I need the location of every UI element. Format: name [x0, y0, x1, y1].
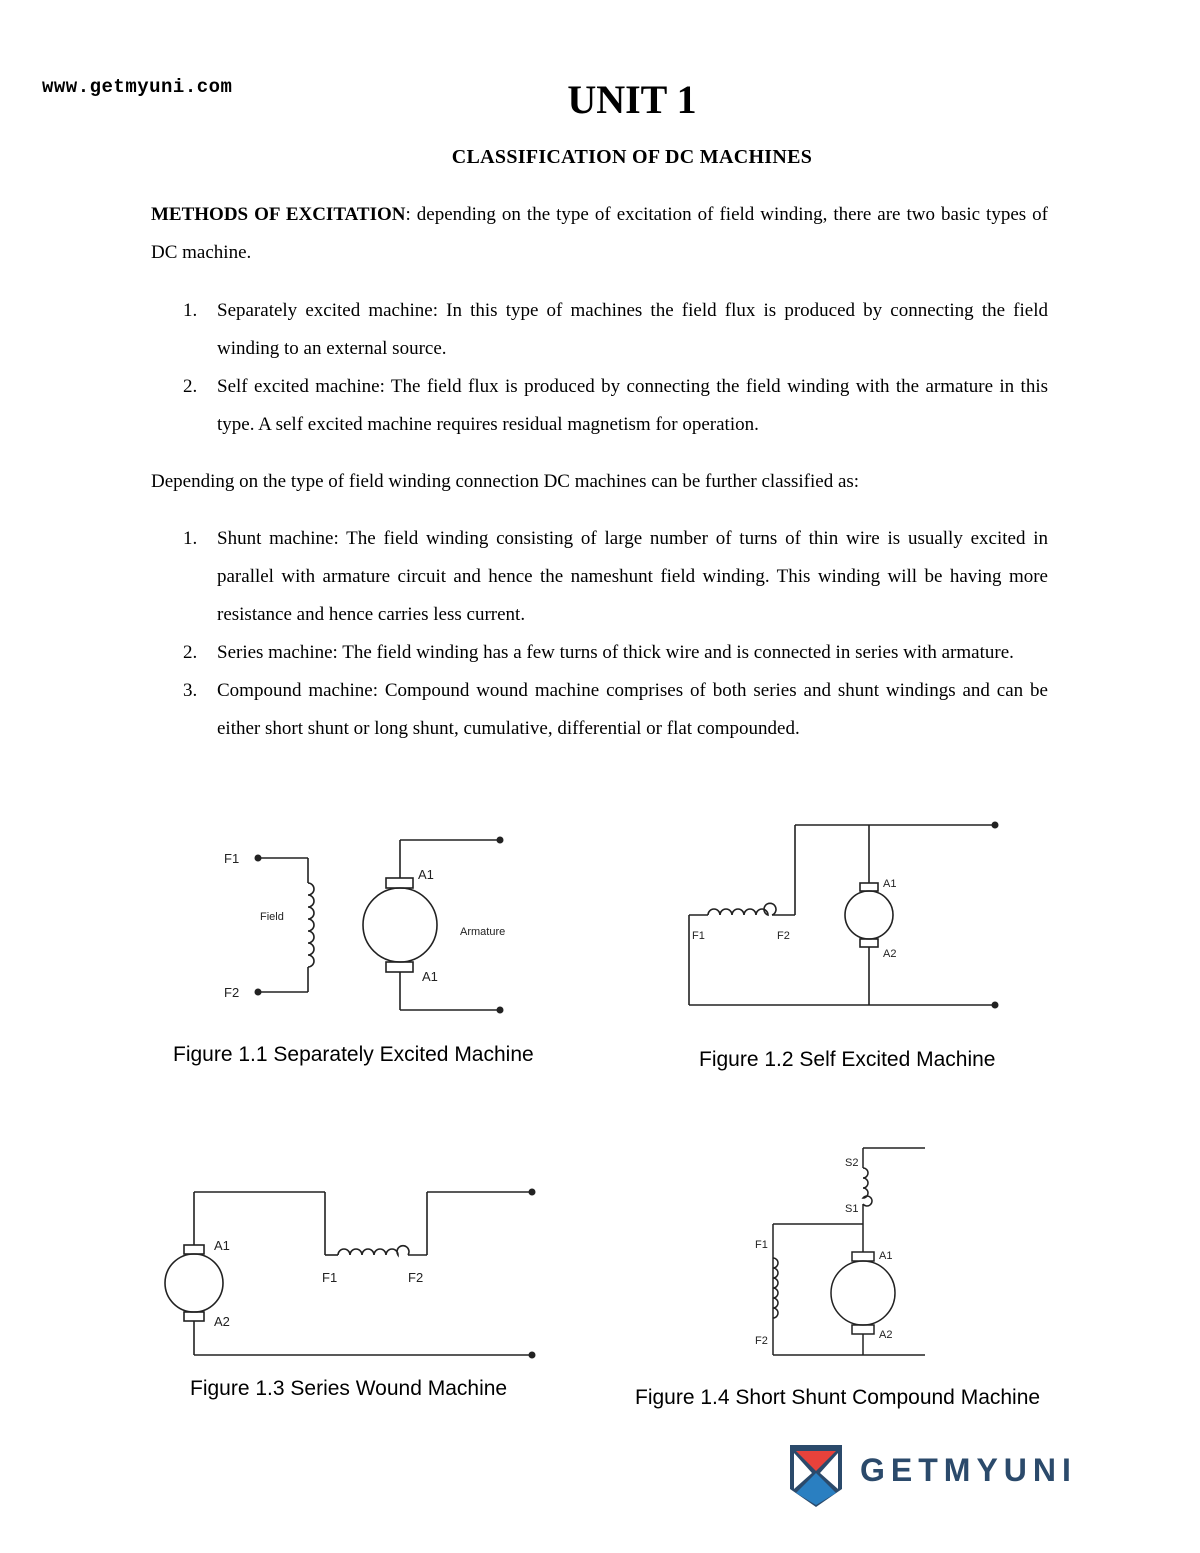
fig4-a2-label: A2 — [879, 1329, 893, 1341]
figure-1-1-caption: Figure 1.1 Separately Excited Machine — [173, 1043, 534, 1066]
connection-list — [151, 520, 1048, 748]
list-item — [151, 634, 1048, 672]
figure-1-4-diagram — [745, 1140, 935, 1370]
fig2-a1-label: A1 — [883, 878, 897, 890]
fig1-field-label: Field — [260, 911, 284, 923]
fig2-f1-label: F1 — [692, 930, 705, 942]
getmyuni-logo-icon — [790, 1445, 842, 1507]
list-number: 1. — [183, 528, 198, 549]
fig3-f2-label: F2 — [408, 1270, 424, 1285]
list-text: Self excited machine: The field flux is produced by connecting the field winding with the armature in this type. A self excited machine requires residual magnetism for operation. — [217, 376, 1048, 435]
fig1-a-top-label: A1 — [418, 867, 434, 882]
fig3-f1-label: F1 — [322, 1270, 338, 1285]
figure-1-1-diagram — [210, 825, 530, 1025]
fig4-f1-label: F1 — [755, 1239, 768, 1251]
excitation-list — [151, 292, 1048, 444]
list-number: 2. — [183, 642, 198, 663]
figure-1-4-caption: Figure 1.4 Short Shunt Compound Machine — [635, 1386, 1041, 1409]
fig4-s1-label: S1 — [845, 1203, 859, 1215]
unit-title: UNIT 1 — [567, 77, 697, 122]
classification-intro: Depending on the type of field winding connection DC machines can be further classified as: — [151, 471, 860, 492]
figure-1-3-diagram — [160, 1180, 550, 1370]
list-item — [151, 292, 1048, 368]
figure-1-3-caption: Figure 1.3 Series Wound Machine — [190, 1377, 508, 1400]
list-text: Shunt machine: The field winding consisting of large number of turns of thin wire is usually excited in parallel with armature circuit and hence the nameshunt field winding. This winding will be having more resistance and hence carries less current. — [217, 528, 1048, 625]
logo-wordmark: GETMYUNI — [860, 1452, 1077, 1488]
intro-paragraph — [151, 196, 1048, 272]
list-number: 2. — [183, 376, 198, 397]
site-url: www.getmyuni.com — [42, 76, 233, 98]
intro-text: : depending on the type of excitation of field winding, there are two basic types of DC machine. — [151, 204, 1048, 263]
list-text: Compound machine: Compound wound machine comprises of both series and shunt windings and can be either short shunt or long shunt, cumulative, differential or flat compounded. — [217, 680, 1048, 739]
fig1-a-bottom-label: A1 — [422, 969, 438, 984]
list-text: Series machine: The field winding has a few turns of thick wire and is connected in series with armature. — [217, 642, 1014, 663]
list-number: 3. — [183, 680, 198, 701]
fig2-f2-label: F2 — [777, 930, 790, 942]
figure-1-2-caption: Figure 1.2 Self Excited Machine — [699, 1048, 996, 1071]
fig1-f2-label: F2 — [224, 985, 240, 1000]
list-text: Separately excited machine: In this type of machines the field flux is produced by connecting the field winding to an external source. — [217, 300, 1048, 359]
fig1-f1-label: F1 — [224, 851, 240, 866]
intro-lead: METHODS OF EXCITATION — [151, 204, 406, 225]
fig4-s2-label: S2 — [845, 1157, 859, 1169]
fig4-a1-label: A1 — [879, 1250, 893, 1262]
fig1-armature-label: Armature — [460, 926, 506, 938]
list-item — [151, 520, 1048, 634]
list-number: 1. — [183, 300, 198, 321]
fig2-a2-label: A2 — [883, 948, 897, 960]
list-item — [151, 672, 1048, 748]
figure-1-2-diagram — [680, 815, 1010, 1015]
fig4-f2-label: F2 — [755, 1335, 768, 1347]
section-title: CLASSIFICATION OF DC MACHINES — [451, 146, 813, 168]
list-item — [151, 368, 1048, 444]
fig3-a2-label: A2 — [214, 1314, 230, 1329]
fig3-a1-label: A1 — [214, 1238, 230, 1253]
